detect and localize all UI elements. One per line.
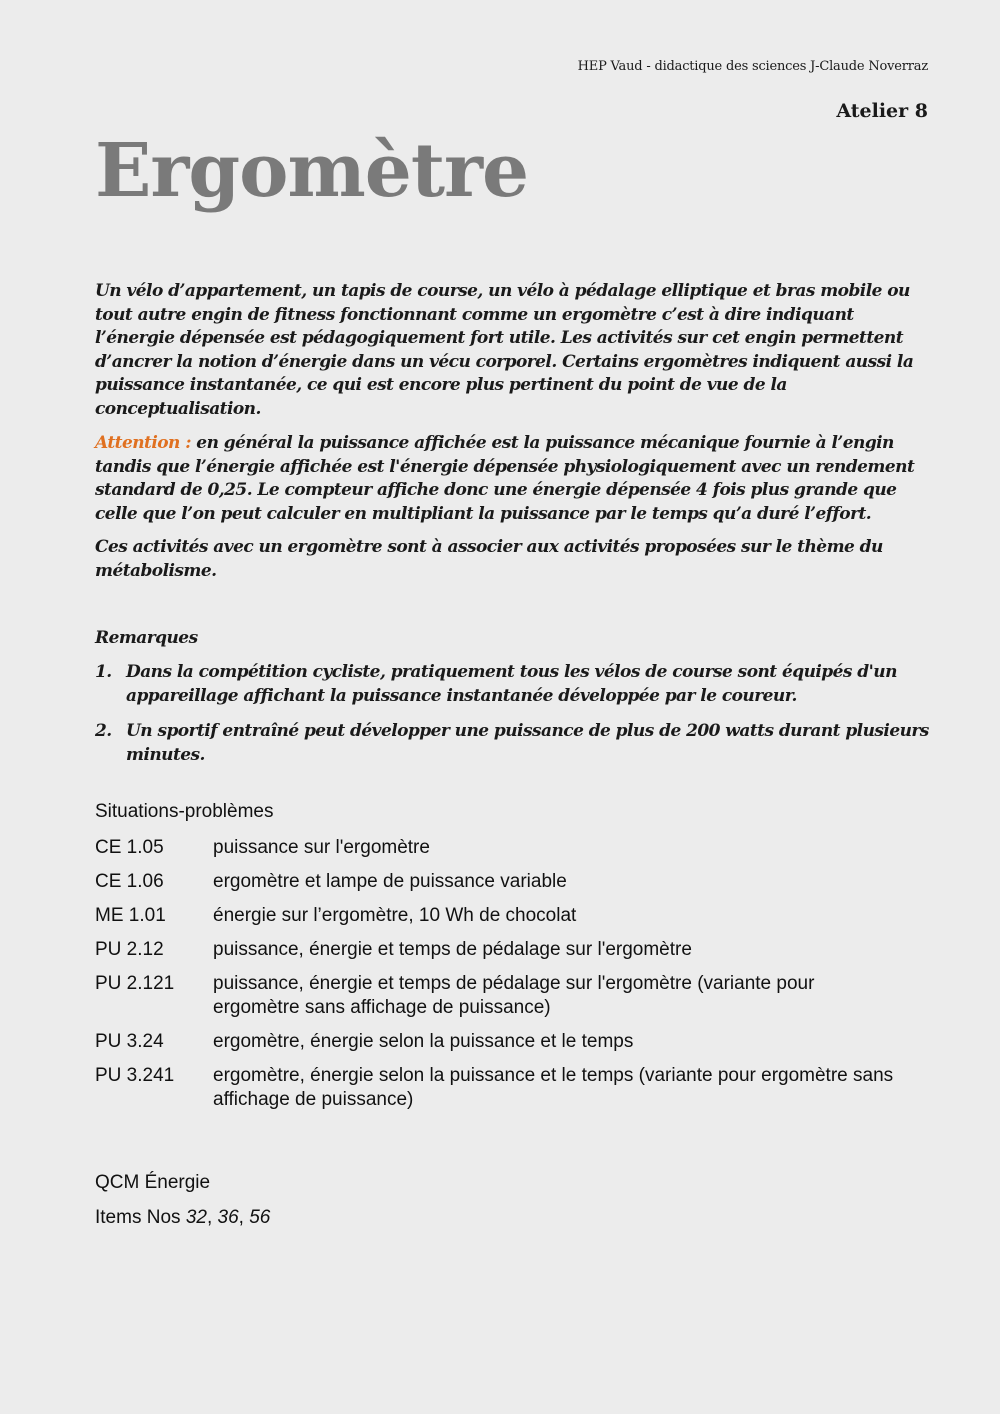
situation-code: PU 2.12 (95, 939, 164, 960)
situation-code: CE 1.06 (95, 871, 164, 892)
remarques-list (95, 661, 930, 767)
situation-row (95, 1030, 905, 1054)
situation-description: puissance sur l'ergomètre (213, 837, 430, 858)
situation-code: ME 1.01 (95, 905, 166, 926)
situations-table (95, 836, 905, 1122)
attention-text: en général la puissance affichée est la puissance mécanique fournie à l’engin tandis que l’énergie affichée est l'énergie dépensée physiologiquement avec un rendement standard de 0,25. Le compteur affiche donc une énergie dépensée 4 fois plus grande que celle que l’on peut calculer en multipliant la puissance par le temps qu’a duré l’effort. (95, 433, 915, 524)
page-header: HEP Vaud - didactique des sciences J-Claude Noverraz (577, 59, 928, 74)
situation-row (95, 870, 905, 894)
qcm-heading: QCM Énergie (95, 1172, 211, 1193)
situation-code: PU 3.24 (95, 1031, 164, 1052)
intro-paragraph: Un vélo d’appartement, un tapis de course, un vélo à pédalage elliptique et bras mobile ou tout autre engin de fitness fonctionnant comme un ergomètre c’est à dire indiquant l’énergie dépensée est pédagogiquement fort utile. Les activités sur cet engin permettent d’ancrer la notion d’énergie dans un vécu corporel. Certains ergomètres indiquent aussi la puissance instantanée, ce qui est encore plus pertinent du point de vue de la conceptualisation. (95, 281, 914, 419)
remarque-number: 1. (95, 662, 112, 682)
page-title: Ergomètre (95, 128, 529, 214)
situation-code: CE 1.05 (95, 837, 164, 858)
association-paragraph: Ces activités avec un ergomètre sont à associer aux activités proposées sur le thème du métabolisme. (95, 537, 883, 581)
remarque-item (95, 661, 930, 708)
attention-label: Attention : (95, 433, 191, 453)
situation-description: ergomètre et lampe de puissance variable (213, 871, 567, 892)
situation-description: énergie sur l’ergomètre, 10 Wh de chocolat (213, 905, 577, 926)
situation-row (95, 836, 905, 860)
situation-description: ergomètre, énergie selon la puissance et le temps (variante pour ergomètre sans affichage de puissance) (213, 1065, 894, 1110)
attention-paragraph (95, 432, 925, 526)
situation-description: puissance, énergie et temps de pédalage sur l'ergomètre (variante pour ergomètre sans affichage de puissance) (213, 973, 815, 1018)
qcm-item-number: 36 (217, 1207, 239, 1228)
qcm-prefix: Items Nos (95, 1207, 186, 1228)
situation-row (95, 904, 905, 928)
situation-description: puissance, énergie et temps de pédalage sur l'ergomètre (213, 939, 692, 960)
remarque-number: 2. (95, 721, 112, 741)
situation-code: PU 3.241 (95, 1065, 175, 1086)
qcm-item-number: 32 (185, 1207, 207, 1228)
remarque-text: Un sportif entraîné peut développer une puissance de plus de 200 watts durant plusieurs minutes. (126, 721, 929, 765)
qcm-items-line (95, 1207, 270, 1229)
situation-row (95, 1064, 905, 1112)
situation-code: PU 2.121 (95, 973, 175, 994)
atelier-label: Atelier 8 (836, 100, 928, 122)
situations-heading: Situations-problèmes (95, 801, 274, 822)
remarque-item (95, 720, 930, 767)
remarque-text: Dans la compétition cycliste, pratiquement tous les vélos de course sont équipés d'un appareillage affichant la puissance instantanée développée par le coureur. (126, 662, 897, 706)
situation-description: ergomètre, énergie selon la puissance et le temps (213, 1031, 634, 1052)
qcm-item-number: 56 (249, 1207, 271, 1228)
situation-row (95, 972, 905, 1020)
qcm-separator: , (238, 1207, 250, 1228)
qcm-separator: , (206, 1207, 218, 1228)
remarques-heading: Remarques (95, 628, 198, 648)
situation-row (95, 938, 905, 962)
